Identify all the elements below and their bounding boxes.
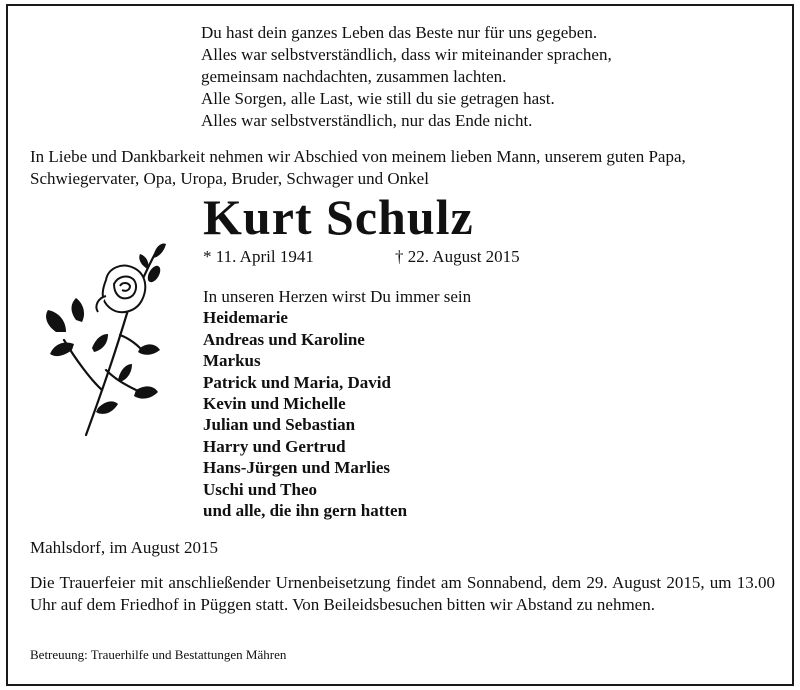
poem-line: Alles war selbstverständlich, dass wir miteinander sprachen, <box>201 45 612 64</box>
funeral-care-credit: Betreuung: Trauerhilfe und Bestattungen Mähren <box>30 647 287 662</box>
mourner-name: und alle, die ihn gern hatten <box>203 501 408 521</box>
mourner-name: Patrick und Maria, David <box>203 372 391 392</box>
birth-date: * 11. April 1941 <box>203 247 314 266</box>
mourner-name: Harry und Gertrud <box>203 436 346 456</box>
poem-line: Alle Sorgen, alle Last, wie still du sie getragen hast. <box>201 89 555 108</box>
mourners-heading: In unseren Herzen wirst Du immer sein <box>203 287 472 306</box>
poem-line: gemeinsam nachdachten, zusammen lachten. <box>201 67 507 86</box>
mourner-name: Uschi und Theo <box>203 479 318 499</box>
farewell-intro: In Liebe und Dankbarkeit nehmen wir Abschied von meinem lieben Mann, unserem guten Papa, Schwiegervater, Opa, Uropa, Bruder, Schwager und Onkel <box>30 147 686 188</box>
poem-line: Du hast dein ganzes Leben das Beste nur für uns gegeben. <box>201 23 598 42</box>
poem-line: Alles war selbstverständlich, nur das Ende nicht. <box>201 111 533 130</box>
poem <box>201 22 612 132</box>
mourners-list <box>203 286 471 521</box>
deceased-name: Kurt Schulz <box>203 189 474 245</box>
mourner-name: Julian und Sebastian <box>203 415 356 435</box>
mourner-name: Andreas und Karoline <box>203 329 365 349</box>
mourner-name: Markus <box>203 351 261 371</box>
funeral-notice: Die Trauerfeier mit anschließender Urnenbeisetzung findet am Sonnabend, dem 29. August 2015, um 13.00 Uhr auf dem Friedhof in Püggen statt. Von Beileidsbesuchen bitten wir Abstand zu nehmen. <box>30 573 775 614</box>
rose-icon <box>36 240 166 440</box>
mourner-name: Kevin und Michelle <box>203 394 346 414</box>
mourner-name: Hans-Jürgen und Marlies <box>203 458 391 478</box>
place-and-date: Mahlsdorf, im August 2015 <box>30 538 218 557</box>
mourner-name: Heidemarie <box>203 308 288 328</box>
death-date: † 22. August 2015 <box>395 247 520 266</box>
life-dates <box>203 246 520 268</box>
